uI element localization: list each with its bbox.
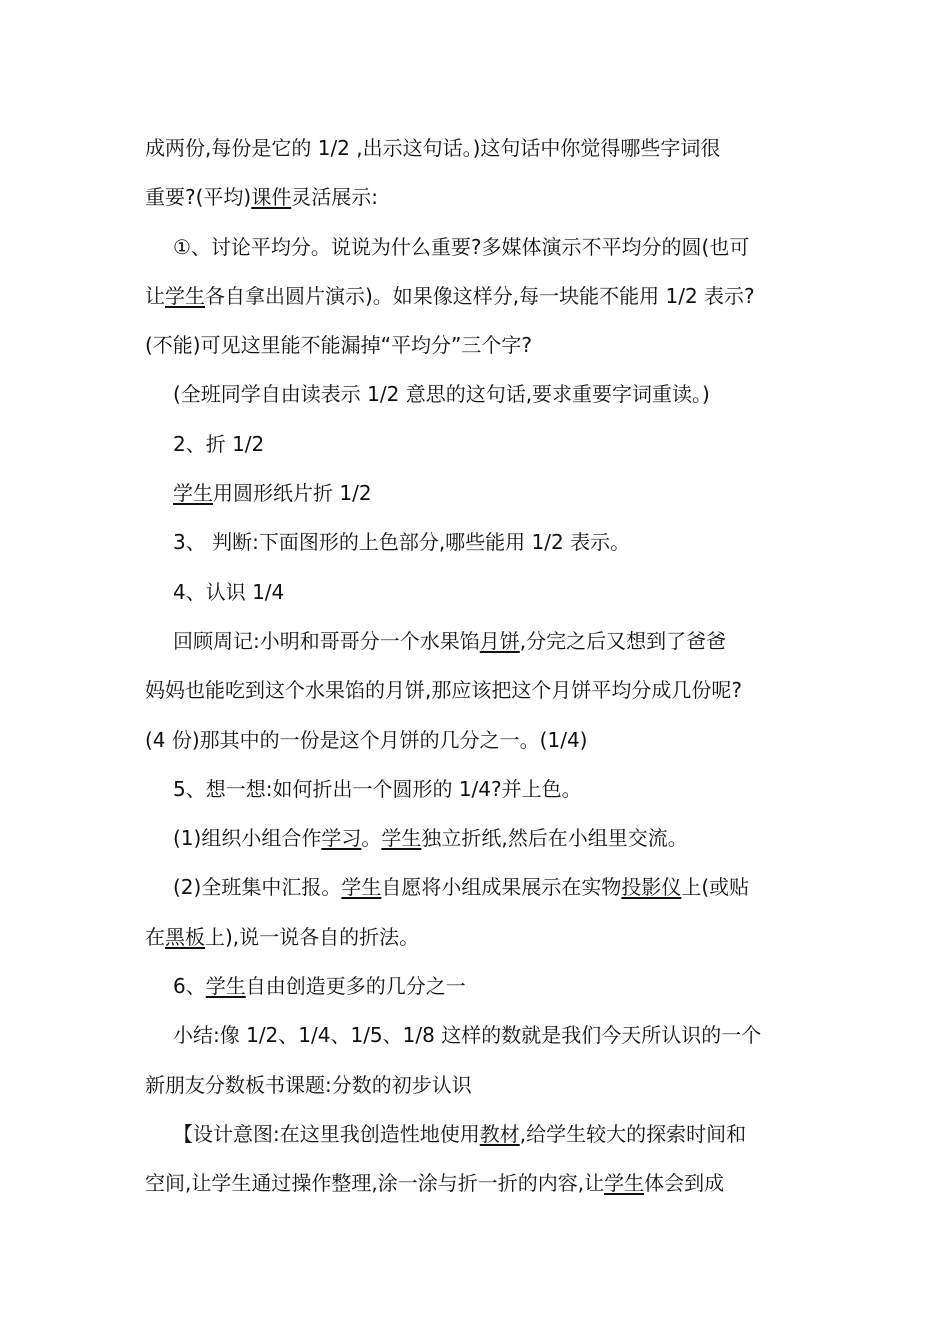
text-line [145,124,815,173]
text-line [145,1061,815,1110]
text-line [145,469,815,518]
text-segment: 用圆形纸片折 1/2 [213,481,372,506]
linked-term: 月饼 [479,628,520,653]
text-line [145,1110,815,1159]
text-line [145,863,815,912]
linked-term: 学生 [165,283,205,308]
text-segment: 。 [361,826,382,851]
text-line [145,1011,815,1060]
text-segment: 5、想一想:如何折出一个圆形的 1/4?并上色。 [173,776,582,801]
text-segment: 各自拿出圆片演示)。如果像这样分,每一块能不能用 1/2 表示? [205,283,755,308]
text-segment: 新朋友分数板书课题:分数的初步认识 [145,1072,472,1097]
text-segment: 空间,让学生通过操作整理,涂一涂与折一折的内容,让 [145,1171,605,1196]
linked-term: 学生 [381,826,422,851]
text-segment: 上),说一说各自的折法。 [205,924,420,949]
text-segment: ,给学生较大的探索时间和 [519,1121,747,1146]
text-line [145,765,815,814]
text-line [145,666,815,715]
linked-term: 投影仪 [621,875,682,900]
text-line [145,962,815,1011]
text-segment: 重要?(平均) [145,185,252,210]
text-segment: (2)全班集中汇报。 [173,875,342,900]
text-segment: (1)组织小组合作 [173,826,322,851]
text-segment: 成两份,每份是它的 1/2 ,出示这句话。)这句话中你觉得哪些字词很 [145,136,721,160]
text-segment: 6、 [173,974,206,999]
linked-term: 黑板 [165,924,205,949]
linked-term: 课件 [251,185,292,210]
text-segment: 2、折 1/2 [173,431,265,456]
text-segment: 4、认识 1/4 [173,579,285,604]
text-segment: (不能)可见这里能不能漏掉“平均分”三个字? [145,333,532,358]
text-segment: ①、讨论平均分。说说为什么重要?多媒体演示不平均分的圆(也可 [173,234,750,259]
text-line [145,272,815,321]
text-segment: (4 份)那其中的一份是这个月饼的几分之一。(1/4) [145,727,588,752]
text-line [145,814,815,863]
linked-term: 学习 [321,826,362,851]
linked-term: 学生 [604,1171,645,1196]
text-line [145,370,815,419]
text-segment: 自由创造更多的几分之一 [245,974,466,999]
linked-term: 教材 [479,1121,520,1146]
text-segment: 小结:像 1/2、1/4、1/5、1/8 这样的数就是我们今天所认识的一个 [173,1023,762,1048]
text-line [145,321,815,370]
text-segment: 自愿将小组成果展示在实物 [381,875,622,900]
text-line [145,716,815,765]
text-segment: (全班同学自由读表示 1/2 意思的这句话,要求重要字词重读。) [173,382,710,407]
linked-term: 学生 [341,875,382,900]
text-segment: 在 [145,924,165,949]
text-segment: 灵活展示: [291,185,378,210]
text-segment: 独立折纸,然后在小组里交流。 [421,826,688,851]
text-line [145,420,815,469]
text-segment: 【设计意图:在这里我创造性地使用 [173,1121,480,1146]
text-segment: 3、 判断:下面图形的上色部分,哪些能用 1/2 表示。 [173,530,631,555]
text-segment: 妈妈也能吃到这个水果馅的月饼,那应该把这个月饼平均分成几份呢? [145,678,742,703]
document-body [145,124,815,1209]
linked-term: 学生 [205,974,246,999]
text-segment: ,分完之后又想到了爸爸 [519,628,727,653]
text-segment: 体会到成 [644,1171,725,1196]
text-line [145,223,815,272]
text-segment: 回顾周记:小明和哥哥分一个水果馅 [173,628,480,653]
text-segment: 上(或贴 [681,875,750,900]
text-line [145,913,815,962]
text-line [145,1159,815,1208]
text-line [145,518,815,567]
text-segment: 让 [145,283,165,308]
text-line [145,568,815,617]
linked-term: 学生 [173,481,213,506]
text-line [145,617,815,666]
text-line [145,173,815,222]
